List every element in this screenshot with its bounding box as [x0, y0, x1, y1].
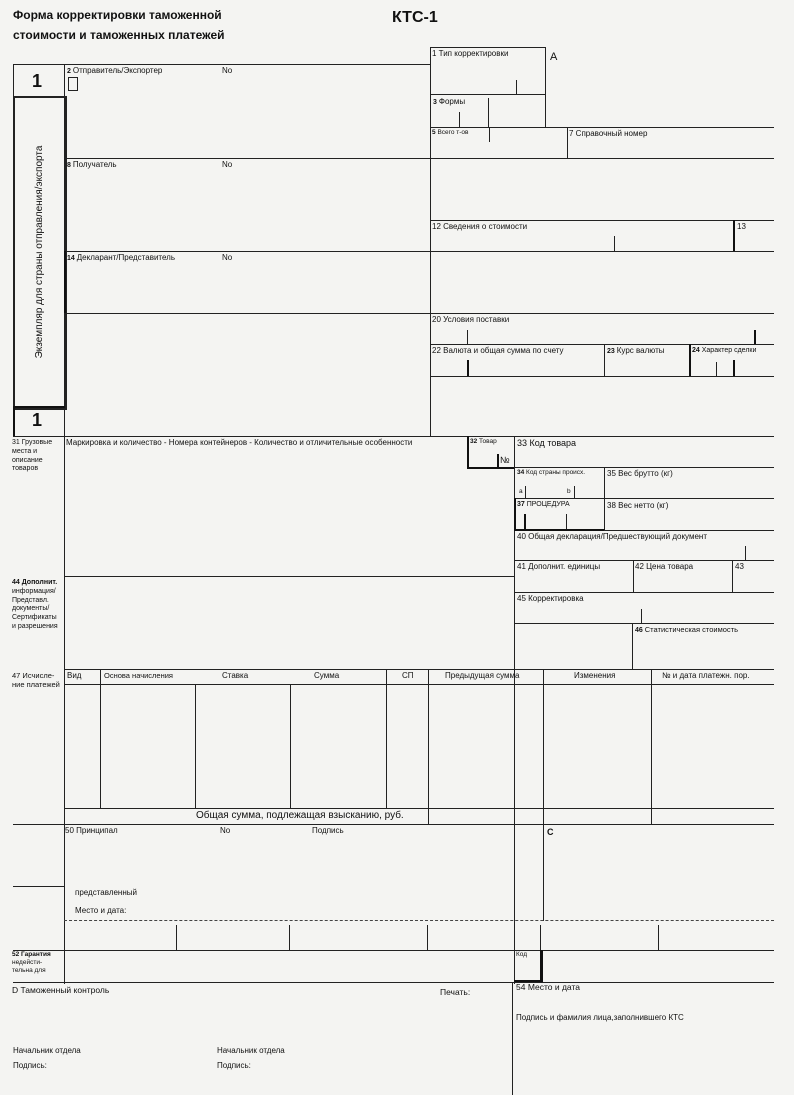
box32-number: 32: [470, 438, 478, 445]
box37-tick-1: [524, 514, 526, 529]
box52-line-1: 52 Гарантия: [12, 951, 51, 958]
box12-label: 12 Сведения о стоимости: [432, 222, 528, 231]
box47-label: [12, 671, 60, 690]
box2-label: [67, 67, 162, 75]
box44-line-5: Сертификаты: [12, 614, 57, 621]
box52-code-border: [540, 950, 543, 982]
row-line-498: [514, 498, 774, 499]
form-title-line1: Форма корректировки таможенной: [13, 8, 222, 22]
row-line-824: [13, 824, 774, 825]
box5-caption: Всего т-ов: [437, 129, 469, 136]
box47-col-payment: № и дата платежн. пор.: [662, 671, 750, 680]
guarantee-tick-2: [289, 925, 290, 950]
box46-number: 46: [635, 627, 643, 634]
box50-left-stub: [13, 886, 65, 887]
box32-caption: Товар: [479, 438, 497, 445]
box47-col-changes: Изменения: [574, 671, 616, 680]
box31-line-3: описание: [12, 456, 43, 464]
box3-tick-1: [459, 112, 460, 127]
sheet-number-top: 1: [32, 71, 43, 91]
row-line-950: [13, 950, 774, 951]
box50-represented: представленный: [75, 888, 137, 897]
box5-number: 5: [432, 129, 436, 136]
box37-bottom-bold: [514, 529, 605, 531]
box14-left-bold: [64, 251, 66, 313]
box34-tick-b: [574, 486, 575, 498]
box47-line-2: ние платежей: [12, 680, 60, 690]
box3-divider: [488, 98, 489, 127]
box8-caption: Получатель: [72, 160, 117, 169]
signature-right: Подпись:: [217, 1061, 251, 1070]
box22-tick: [467, 360, 469, 376]
box2-number: 2: [67, 68, 71, 75]
box20-tick-2: [754, 330, 756, 344]
guarantee-tick-5: [658, 925, 659, 950]
row-line-158: [64, 158, 774, 159]
box47-col-sep-4: [386, 669, 387, 808]
box44-line-3: Представл.: [12, 596, 49, 604]
box50-label: 50 Принципал: [65, 826, 118, 835]
box3-bottom: [430, 127, 774, 128]
box33-label: 33 Код товара: [517, 438, 577, 448]
box44-line-2: информация/: [12, 587, 56, 595]
boxc-left-border: [543, 824, 544, 921]
row-line-467: [514, 467, 774, 468]
box14-no: No: [222, 253, 233, 262]
box32-no-border: [497, 454, 499, 468]
box24-label: [692, 347, 756, 354]
box1-label: 1 Тип корректировки: [432, 49, 509, 58]
box46-left-border: [632, 623, 633, 669]
box14-label: [67, 254, 175, 262]
box14-number: 14: [67, 255, 75, 262]
box34-tick-a: [525, 486, 526, 498]
row-line-669: [64, 669, 774, 670]
box31-line-4: товаров: [12, 465, 39, 473]
box52-label: [12, 951, 51, 975]
box44-line-6: и разрешения: [12, 622, 58, 630]
box2-no: No: [222, 66, 233, 75]
box32-bottom-bold: [467, 467, 515, 469]
box8-number: 8: [67, 162, 71, 169]
box47-col-sp: СП: [402, 671, 414, 680]
box14-caption: Декларант/Представитель: [76, 253, 176, 262]
box41-label: 41 Дополнит. единицы: [517, 562, 601, 571]
box1-tick: [516, 80, 517, 94]
box1-letter: А: [550, 51, 558, 63]
box5-tick: [489, 127, 490, 142]
box12-tick: [614, 236, 615, 251]
box31-line-1: 31 Грузовые: [12, 439, 53, 446]
box44-top: [64, 576, 515, 577]
signature-left: Подпись:: [13, 1061, 47, 1070]
box47-line-1: 47 Исчисле-: [12, 671, 55, 680]
box34-caption: Код страны происх.: [526, 469, 586, 476]
box20-label: 20 Условия поставки: [432, 315, 510, 324]
boxc-label: С: [547, 827, 554, 837]
box44-line-4: документы/: [12, 605, 50, 613]
box54-left-border: [512, 982, 513, 1095]
dashed-line-920: [64, 920, 774, 921]
box37-tick-2: [566, 514, 567, 529]
box43-left-border: [732, 560, 733, 592]
box47-col-sep-7: [651, 669, 652, 824]
box47-total-line: [64, 808, 774, 809]
box47-col-sep-6: [543, 669, 544, 824]
form-title-line2: стоимости и таможенных платежей: [13, 28, 225, 42]
sheet-number-left: [13, 406, 15, 436]
box7-label: 7 Справочный номер: [569, 129, 648, 138]
box34-number: 34: [517, 469, 525, 476]
box47-col-prev: Предыдущая сумма: [445, 671, 520, 680]
box24-number: 24: [692, 347, 700, 354]
box40-label: 40 Общая декларация/Предшествующий документ: [517, 532, 707, 541]
box47-col-sep-2: [195, 684, 196, 808]
box23-left-border: [604, 344, 605, 376]
box52-code-label: Код: [516, 951, 528, 958]
box50-no: No: [220, 826, 231, 835]
box37-caption: ПРОЦЕДУРА: [526, 501, 570, 508]
box34-b: b: [567, 488, 571, 495]
box47-col-sep-1: [100, 669, 101, 808]
box13-left-border: [733, 220, 735, 251]
row-line-344: [430, 344, 774, 345]
box47-col-rate: Ставка: [222, 671, 249, 680]
box20-tick-1: [467, 330, 468, 344]
box32-left-bold: [467, 436, 469, 469]
box44-label: [12, 579, 58, 632]
box1-top-border: [430, 47, 546, 48]
box22-label: 22 Валюта и общая сумма по счету: [432, 346, 564, 355]
box47-header-line: [64, 684, 774, 685]
guarantee-tick-4: [540, 925, 541, 950]
box47-col-sum: Сумма: [314, 671, 340, 680]
box31-label: [12, 439, 52, 474]
box37-left-bold: [514, 498, 516, 530]
box44-line-1: 44 Дополнит.: [12, 579, 58, 586]
box7-left-border: [567, 127, 568, 158]
box37-number: 37: [517, 501, 525, 508]
box47-col-sep-3: [290, 684, 291, 808]
box5-label: [432, 130, 469, 137]
box47-col-kind: Вид: [67, 671, 82, 680]
box47-col-basis: Основа начисления: [104, 671, 173, 680]
row-line-220: [430, 220, 774, 221]
box23-caption: Курс валюты: [616, 346, 665, 355]
box50-sign: Подпись: [312, 826, 344, 835]
row-line-376: [430, 376, 774, 377]
row-line-982: [13, 982, 774, 983]
form-code: КТС-1: [392, 9, 438, 26]
box2-checkbox[interactable]: [68, 77, 78, 91]
box24-left-border: [689, 344, 691, 376]
row-line-560: [514, 560, 774, 561]
box45-tick: [641, 609, 642, 623]
box45-label: 45 Корректировка: [517, 594, 584, 603]
box37-label: [517, 501, 570, 508]
box35-label: 35 Вес брутто (кг): [607, 469, 673, 478]
box13-label: 13: [737, 222, 746, 231]
box24-tick-2: [733, 360, 735, 376]
box47-total-label: Общая сумма, подлежащая взысканию, руб.: [196, 810, 404, 821]
box8-label: [67, 161, 117, 169]
box47-col-sep-5: [428, 669, 429, 824]
box24-tick-1: [716, 362, 717, 376]
guarantee-tick-1: [176, 925, 177, 950]
box31-header: Маркировка и количество - Номера контейнеров - Количество и отличительные особенности: [66, 438, 413, 447]
box54-label: 54 Место и дата: [516, 982, 580, 992]
row-line-313: [64, 313, 774, 314]
box54-sign: Подпись и фамилия лица,заполнившего КТС: [516, 1013, 684, 1022]
box52-line-2: недейсти-: [12, 959, 43, 967]
box52-line-3: тельна для: [12, 967, 46, 975]
box34-label: [517, 470, 585, 477]
row-line-592: [514, 592, 774, 593]
copy-label: Экземпляр для страны отправления/экспорта: [34, 145, 45, 359]
box3-caption: Формы: [438, 97, 466, 106]
box38-bottom: [604, 530, 774, 531]
row-line-623: [514, 623, 774, 624]
box31-line-2: места и: [12, 447, 38, 455]
box38-label: 38 Вес нетто (кг): [607, 501, 669, 510]
box23-label: [607, 347, 665, 355]
box1-right-border: [545, 47, 546, 127]
middle-vertical-border: [430, 47, 431, 436]
row-line-251: [64, 251, 774, 252]
box24-caption: Характер сделки: [701, 347, 757, 354]
box8-no: No: [222, 160, 233, 169]
box42-label: 42 Цена товара: [635, 562, 694, 571]
box32-label: [470, 439, 497, 446]
box23-number: 23: [607, 348, 615, 355]
boxd-stamp: Печать:: [440, 987, 471, 997]
box32-no: №: [500, 455, 510, 465]
head-of-department-left: Начальник отдела: [13, 1046, 81, 1055]
head-of-department-right: Начальник отдела: [217, 1046, 285, 1055]
box3-label: [433, 98, 465, 106]
sheet-number-divider: [13, 406, 65, 408]
box40-tick: [745, 546, 746, 560]
box34-a: a: [519, 488, 523, 495]
top-border-left: [13, 64, 431, 65]
box43-label: 43: [735, 562, 744, 571]
box42-left-border: [633, 560, 634, 592]
row-line-436: [13, 436, 774, 437]
boxd-label: D Таможенный контроль: [12, 985, 110, 995]
box50-place: Место и дата:: [75, 906, 127, 915]
box1-bottom: [430, 94, 546, 95]
guarantee-tick-3: [427, 925, 428, 950]
sheet-number-bottom: 1: [32, 410, 43, 430]
box46-caption: Статистическая стоимость: [644, 625, 738, 634]
box3-number: 3: [433, 99, 437, 106]
box46-label: [635, 626, 738, 634]
box2-caption: Отправитель/Экспортер: [72, 66, 163, 75]
